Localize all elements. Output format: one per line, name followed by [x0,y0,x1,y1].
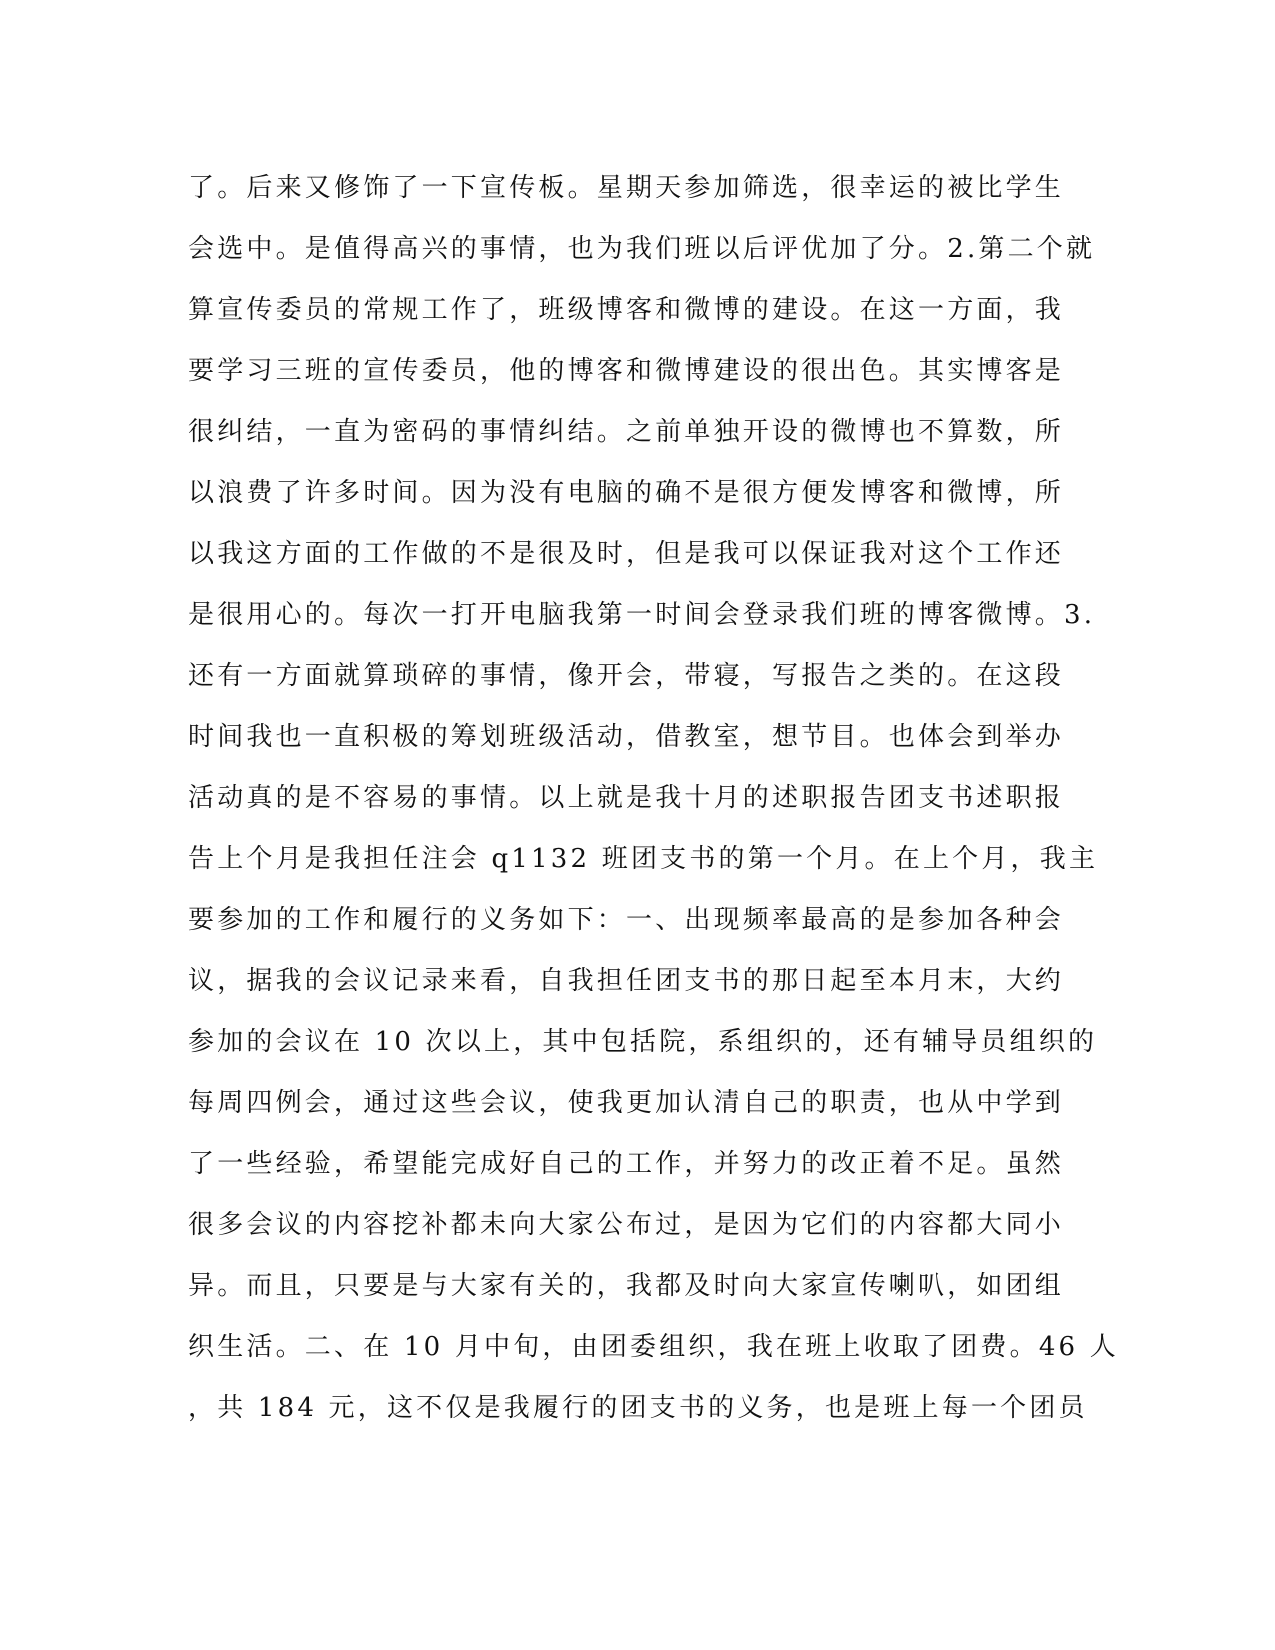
text-line: 要参加的工作和履行的义务如下：一、出现频率最高的是参加各种会 [188,905,1065,935]
text-line: 算宣传委员的常规工作了，班级博客和微博的建设。在这一方面，我 [188,295,1065,325]
text-line: 以浪费了许多时间。因为没有电脑的确不是很方便发博客和微博，所 [188,478,1065,508]
text-line: 告上个月是我担任注会 q1132 班团支书的第一个月。在上个月，我主 [188,844,1099,874]
text-line: 异。而且，只要是与大家有关的，我都及时向大家宣传喇叭，如团组 [188,1271,1065,1301]
text-line: 会选中。是值得高兴的事情，也为我们班以后评优加了分。2.第二个就 [188,234,1096,264]
text-line: 时间我也一直积极的筹划班级活动，借教室，想节目。也体会到举办 [188,722,1065,752]
text-line: 要学习三班的宣传委员，他的博客和微博建设的很出色。其实博客是 [188,356,1065,386]
text-line: 活动真的是不容易的事情。以上就是我十月的述职报告团支书述职报 [188,783,1065,813]
text-line: 织生活。二、在 10 月中旬，由团委组织，我在班上收取了团费。46 人 [188,1332,1119,1362]
text-line: 参加的会议在 10 次以上，其中包括院，系组织的，还有辅导员组织的 [188,1027,1098,1057]
text-line: 还有一方面就算琐碎的事情，像开会，带寝，写报告之类的。在这段 [188,661,1065,691]
text-line: 很多会议的内容挖补都未向大家公布过，是因为它们的内容都大同小 [188,1210,1065,1240]
body-text [188,158,1119,1439]
text-line: 议，据我的会议记录来看，自我担任团支书的那日起至本月末，大约 [188,966,1065,996]
text-line: 是很用心的。每次一打开电脑我第一时间会登录我们班的博客微博。3. [188,600,1096,630]
text-line: 每周四例会，通过这些会议，使我更加认清自己的职责，也从中学到 [188,1088,1065,1118]
text-line: 了一些经验，希望能完成好自己的工作，并努力的改正着不足。虽然 [188,1149,1065,1179]
text-line: 以我这方面的工作做的不是很及时，但是我可以保证我对这个工作还 [188,539,1065,569]
text-line: 很纠结，一直为密码的事情纠结。之前单独开设的微博也不算数，所 [188,417,1065,447]
text-line: ，共 184 元，这不仅是我履行的团支书的义务，也是班上每一个团员 [188,1393,1088,1423]
text-line: 了。后来又修饰了一下宣传板。星期天参加筛选，很幸运的被比学生 [188,173,1065,203]
